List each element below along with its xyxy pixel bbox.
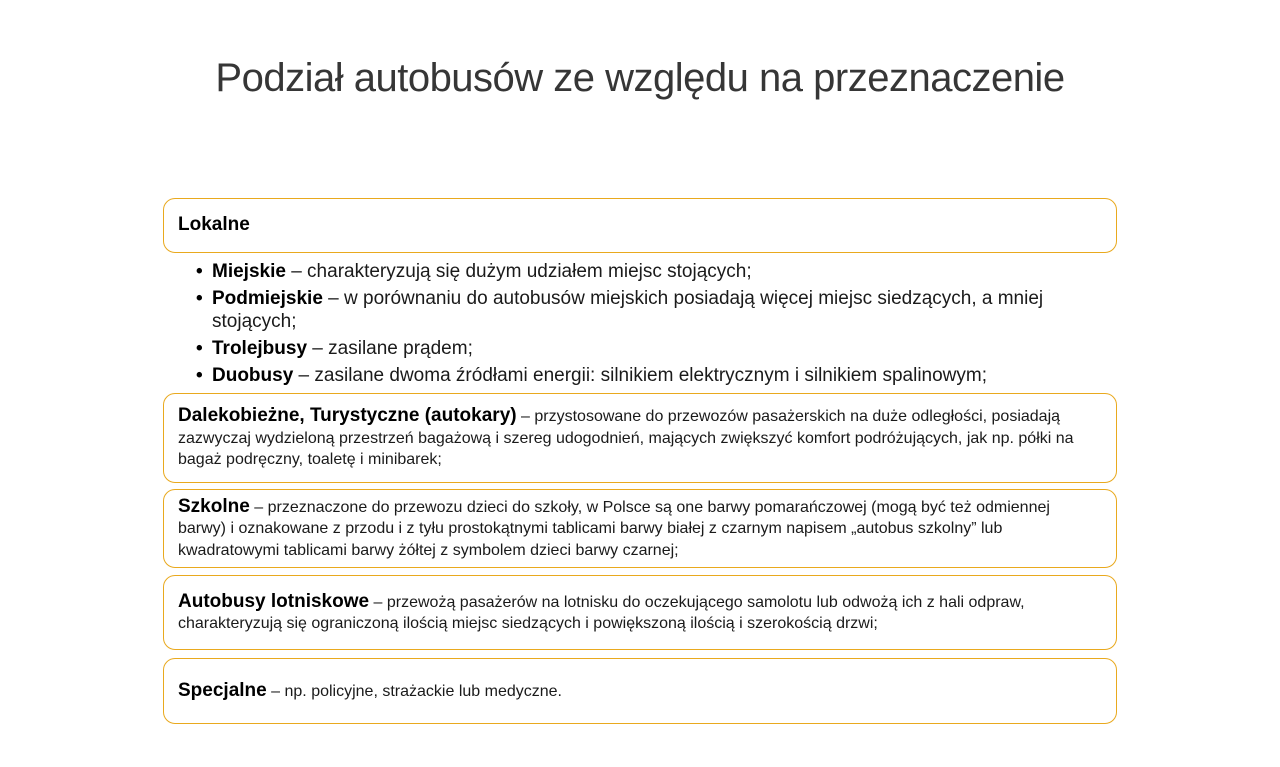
list-item-miejskie	[196, 260, 1117, 283]
list-item-duobusy	[196, 364, 1117, 387]
category-heading	[178, 214, 250, 237]
category-term-szkolne: Szkolne	[178, 495, 250, 517]
slide	[0, 55, 1280, 701]
category-box-szkolne	[163, 489, 1117, 568]
bullet-term: Trolejbusy	[212, 338, 308, 359]
category-box-lokalne	[163, 198, 1117, 253]
list-item-podmiejskie	[196, 287, 1117, 333]
category-box-dalekobiezne	[163, 393, 1117, 483]
bullet-text: – charakteryzują się dużym udziałem miejsc stojących;	[285, 261, 752, 282]
slide-title: Podział autobusów ze względu na przeznaczenie	[215, 56, 1065, 100]
category-term-lotniskowe: Autobusy lotniskowe	[178, 590, 370, 612]
category-term-dalekobiezne: Dalekobieżne, Turystyczne (autokary)	[178, 405, 517, 427]
category-term-lokalne: Lokalne	[178, 214, 250, 236]
bullet-text: – zasilane dwoma źródłami energii: silnikiem elektrycznym i silnikiem spalinowym;	[293, 365, 988, 386]
bullet-text: – w porównaniu do autobusów miejskich posiadają więcej miejsc siedzących, a mniej stojących;	[212, 288, 1044, 332]
slide-content	[163, 198, 1117, 724]
category-paragraph	[178, 680, 562, 703]
category-paragraph	[178, 496, 1102, 562]
category-paragraph	[178, 591, 1102, 635]
category-description: – przewożą pasażerów na lotnisku do oczekującego samolotu lub odwożą ich z hali odpraw, charakteryzują się ograniczoną ilością miejsc siedzących i powiększoną ilością i szerokością drzwi;	[178, 593, 1025, 632]
category-description: – np. policyjne, strażackie lub medyczne.	[266, 682, 562, 700]
category-description: – przystosowane do przewozów pasażerskich na duże odległości, posiadają zazwyczaj wydzieloną przestrzeń bagażową i szereg udogodnień, mających zwiększyć komfort podróżujących, jak np. półki na bagaż podręczny, toaletę i minibarek;	[178, 408, 1074, 469]
bullet-term: Miejskie	[212, 261, 286, 282]
category-paragraph	[178, 405, 1102, 471]
bullet-term: Podmiejskie	[212, 288, 323, 309]
local-subtypes-list	[163, 260, 1117, 387]
category-box-specjalne	[163, 658, 1117, 724]
bullet-term: Duobusy	[212, 365, 294, 386]
category-box-lotniskowe	[163, 575, 1117, 650]
list-item-trolejbusy	[196, 337, 1117, 360]
category-description: – przeznaczone do przewozu dzieci do szkoły, w Polsce są one barwy pomarańczowej (mogą być też odmiennej barwy) i oznakowane z przodu i z tyłu prostokątnymi tablicami barwy białej z czarnym napisem „autobus szkolny” lub kwadratowymi tablicami barwy żółtej z symbolem dzieci barwy czarnej;	[178, 498, 1050, 559]
category-term-specjalne: Specjalne	[178, 679, 267, 701]
bullet-text: – zasilane prądem;	[307, 338, 473, 359]
